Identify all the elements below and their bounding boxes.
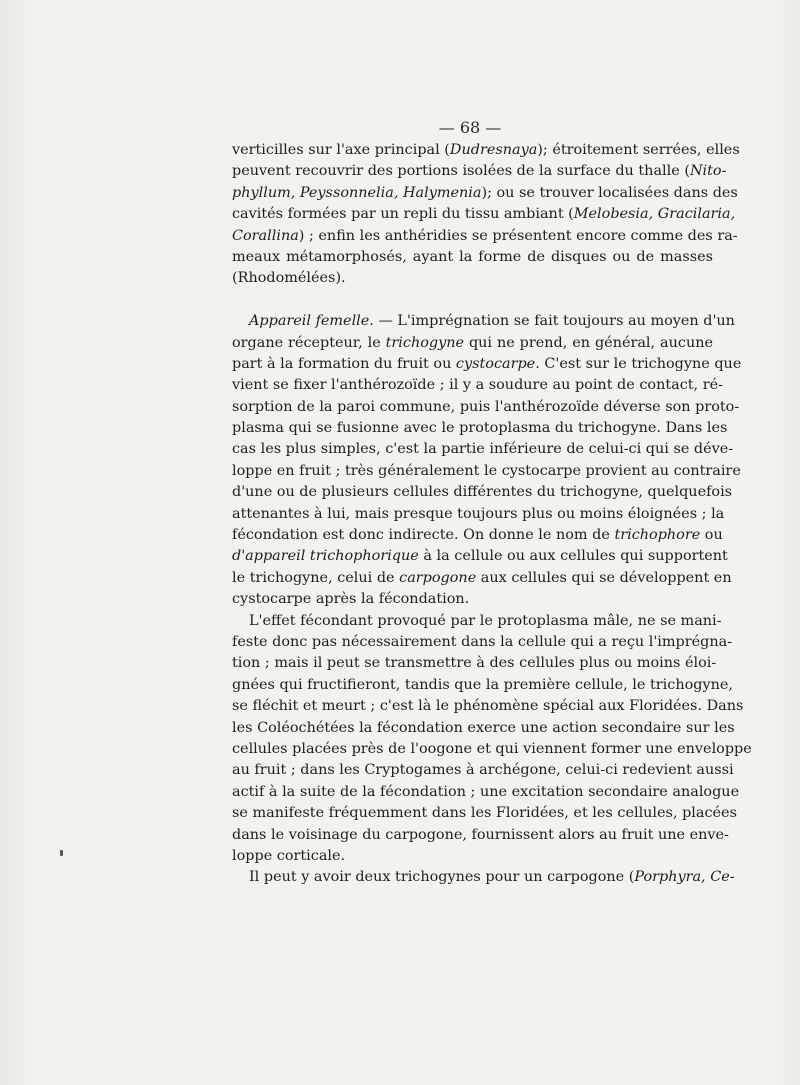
- text-run: ); ou se trouver localisées dans des: [481, 184, 738, 201]
- text-run: le trichogyne, celui de: [232, 569, 400, 586]
- text-line: [232, 183, 738, 204]
- text-line: [232, 739, 752, 760]
- text-run: ) ; enfin les anthéridies se présentent encore comme des ra-: [298, 227, 738, 244]
- text-run: plasma qui se fusionne avec le protoplasma du trichogyne. Dans les: [232, 420, 728, 437]
- text-line: [232, 418, 728, 439]
- text-run: Il peut y avoir deux trichogynes pour un carpogone (: [249, 869, 635, 886]
- text-run: ou: [700, 527, 723, 544]
- text-run: d'une ou de plusieurs cellules différentes du trichogyne, quelquefois: [232, 484, 733, 501]
- paragraph-spacer: [232, 290, 713, 311]
- scan-speck: [60, 850, 63, 856]
- italic-term: Corallina: [232, 227, 299, 244]
- text-line: [232, 653, 717, 674]
- text-run: se fléchit et meurt ; c'est là le phénomène spécial aux Floridées. Dans: [232, 698, 744, 715]
- text-run: attenantes à lui, mais presque toujours plus ou moins éloignées ; la: [232, 505, 725, 522]
- text-run: au fruit ; dans les Cryptogames à archégone, celui-ci redevient aussi: [232, 762, 734, 779]
- text-line: [232, 397, 740, 418]
- text-line: [232, 140, 740, 161]
- text-run: à la cellule ou aux cellules qui supportent: [418, 548, 728, 565]
- text-line: [232, 204, 736, 225]
- body-text: [232, 140, 752, 889]
- text-line: [232, 504, 725, 525]
- text-run: cystocarpe après la fécondation.: [232, 591, 470, 608]
- text-line: [232, 568, 732, 589]
- text-run: — L'imprégnation se fait toujours au moyen d'un: [373, 313, 735, 330]
- italic-term: carpogone: [399, 569, 477, 586]
- italic-term: Appareil femelle.: [249, 313, 374, 330]
- text-run: les Coléochétées la fécondation exerce une action secondaire sur les: [232, 719, 735, 736]
- text-line: [232, 525, 723, 546]
- text-run: peuvent recouvrir des portions isolées de la surface du thalle (: [232, 163, 690, 180]
- text-run: feste donc pas nécessairement dans la cellule qui a reçu l'imprégna-: [232, 633, 733, 650]
- text-run: loppe en fruit ; très généralement le cystocarpe provient au contraire: [232, 462, 741, 479]
- text-line: [232, 226, 738, 247]
- italic-term: trichophore: [614, 527, 701, 544]
- text-line: [232, 825, 729, 846]
- text-line: [232, 268, 713, 289]
- text-run: (Rhodomélées).: [232, 270, 346, 287]
- text-run: qui ne prend, en général, aucune: [464, 334, 713, 351]
- italic-term: Nito-: [689, 163, 727, 180]
- text-run: ); étroitement serrées, elles: [537, 142, 740, 158]
- text-run: part à la formation du fruit ou: [232, 355, 456, 372]
- text-run: meaux métamorphosés, ayant la forme de disques ou de masses: [232, 248, 713, 265]
- text-run: tion ; mais il peut se transmettre à des cellules plus ou moins éloi-: [232, 655, 717, 672]
- page-number: — 68 —: [438, 118, 502, 137]
- text-run: sorption de la paroi commune, puis l'anthérozoïde déverse son proto-: [232, 398, 740, 415]
- text-line: [232, 867, 735, 888]
- text-line: [232, 718, 735, 739]
- italic-term: trichogyne: [385, 334, 465, 351]
- text-run: organe récepteur, le: [232, 334, 386, 351]
- italic-term: cystocarpe: [455, 355, 536, 372]
- italic-term: phyllum, Peyssonnelia, Halymenia: [232, 184, 482, 201]
- text-line: [232, 247, 713, 268]
- text-line: [232, 760, 734, 781]
- text-line: [232, 311, 735, 332]
- text-run: cavités formées par un repli du tissu ambiant (: [232, 206, 574, 223]
- text-run: gnées qui fructifieront, tandis que la première cellule, le trichogyne,: [232, 676, 733, 693]
- text-line: [232, 846, 713, 867]
- italic-term: Porphyra, Ce-: [634, 869, 735, 886]
- text-run: actif à la suite de la fécondation ; une excitation secondaire analogue: [232, 783, 740, 800]
- text-run: L'effet fécondant provoqué par le protoplasma mâle, ne se mani-: [249, 612, 722, 629]
- text-run: loppe corticale.: [232, 847, 346, 864]
- text-line: [232, 782, 740, 803]
- text-line: [232, 611, 722, 632]
- italic-term: Dudresnaya: [449, 142, 538, 158]
- text-line: [232, 354, 742, 375]
- text-line: [232, 632, 733, 653]
- text-line: [232, 482, 733, 503]
- text-line: [232, 803, 737, 824]
- text-line: [232, 546, 728, 567]
- text-line: [232, 439, 734, 460]
- text-line: [232, 161, 727, 182]
- text-run: dans le voisinage du carpogone, fournissent alors au fruit une enve-: [232, 826, 729, 843]
- text-run: . C'est sur le trichogyne que: [535, 355, 742, 372]
- italic-term: Melobesia, Gracilaria,: [573, 206, 736, 223]
- text-line: [232, 375, 723, 396]
- text-line: [232, 696, 744, 717]
- text-run: se manifeste fréquemment dans les Floridées, et les cellules, placées: [232, 805, 737, 822]
- text-line: [232, 589, 713, 610]
- text-run: verticilles sur l'axe principal (: [232, 142, 450, 158]
- text-line: [232, 461, 741, 482]
- text-run: cellules placées près de l'oogone et qui viennent former une enveloppe: [232, 740, 752, 757]
- text-run: aux cellules qui se développent en: [476, 569, 732, 586]
- italic-term: d'appareil trichophorique: [232, 548, 419, 565]
- text-run: fécondation est donc indirecte. On donne le nom de: [232, 527, 615, 544]
- text-run: cas les plus simples, c'est la partie inférieure de celui-ci qui se déve-: [232, 441, 734, 458]
- text-line: [232, 333, 713, 354]
- text-line: [232, 675, 733, 696]
- text-run: vient se fixer l'anthérozoïde ; il y a soudure au point de contact, ré-: [232, 377, 723, 394]
